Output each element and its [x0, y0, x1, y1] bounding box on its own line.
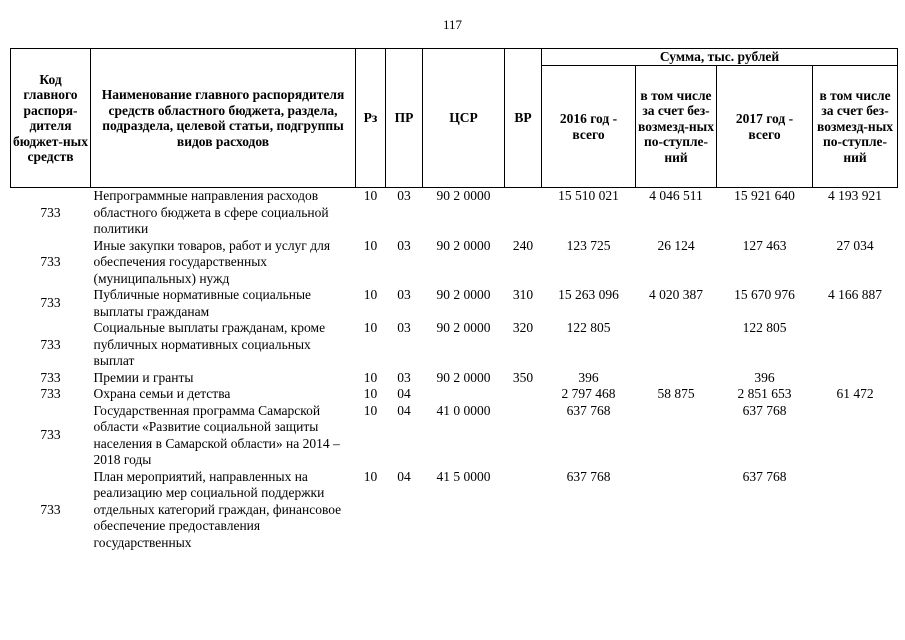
row-vr [505, 386, 542, 403]
header-csr: ЦСР [423, 49, 505, 188]
row-vr: 240 [512, 237, 534, 253]
row-2017-total: 637 768 [742, 468, 787, 484]
row-2016-incl: 4 046 511 [649, 188, 703, 203]
header-2016-total: 2016 год - всего [542, 66, 636, 188]
row-2016-total: 15 263 096 [558, 287, 619, 302]
row-csr: 90 2 0000 [436, 287, 491, 302]
row-csr [423, 386, 505, 403]
row-2017-total: 2 851 653 [737, 386, 792, 401]
header-vr: ВР [505, 49, 542, 188]
row-code: 733 [40, 336, 61, 352]
row-csr: 90 2 0000 [436, 188, 491, 203]
row-code: 733 [40, 295, 61, 311]
row-pr: 03 [397, 287, 411, 302]
row-2016-total: 2 797 468 [561, 386, 616, 401]
header-name: Наименование главного распорядителя средств областного бюджета, раздела, подраздела, целевой статьи, подгруппы видов расходов [91, 49, 356, 188]
row-2016-total: 122 805 [566, 320, 611, 335]
page-number: 117 [442, 17, 463, 32]
row-2016-incl: 26 124 [657, 237, 695, 253]
row-2016-incl: 4 020 387 [649, 287, 703, 302]
row-code: 733 [40, 254, 61, 269]
row-vr: 310 [512, 287, 534, 302]
row-2017-incl [813, 403, 898, 469]
table-row [11, 287, 898, 320]
row-code: 733 [40, 369, 61, 385]
row-name: Социальные выплаты гражданам, кроме публичных нормативных социальных выплат [93, 320, 326, 368]
row-vr: 350 [512, 369, 534, 385]
row-2017-total: 122 805 [742, 320, 787, 335]
budget-table [10, 48, 898, 551]
row-rz: 10 [363, 369, 378, 385]
row-rz: 10 [363, 237, 378, 253]
row-name: Публичные нормативные социальные выплаты гражданам [93, 287, 312, 319]
row-2016-incl [636, 403, 717, 469]
row-rz: 10 [363, 386, 378, 401]
row-vr [505, 188, 542, 238]
row-pr: 03 [397, 320, 411, 335]
row-2016-incl [636, 370, 717, 387]
row-rz: 10 [363, 287, 378, 302]
row-vr [505, 469, 542, 552]
header-code: Код главного распоря-дителя бюджет-ных средств [11, 49, 91, 188]
row-2017-incl: 4 166 887 [828, 287, 883, 302]
header-sum-group: Сумма, тыс. рублей [542, 49, 898, 66]
header-2017-incl: в том числе за счет без-возмезд-ных по-ступле-ний [813, 66, 898, 188]
table-row [11, 386, 898, 403]
row-pr: 04 [397, 386, 411, 401]
table-row [11, 370, 898, 387]
header-rz: Рз [356, 49, 386, 188]
row-csr: 41 0 0000 [436, 402, 491, 418]
header-pr: ПР [386, 49, 423, 188]
row-csr: 90 2 0000 [436, 320, 491, 335]
header-2017-total: 2017 год - всего [717, 66, 813, 188]
table-body [11, 188, 898, 552]
row-rz: 10 [363, 468, 378, 484]
row-name: Премии и гранты [93, 369, 194, 385]
row-name: Непрограммные направления расходов областного бюджета в сфере социальной политики [93, 188, 329, 236]
row-2017-total: 637 768 [742, 402, 787, 418]
row-name: Иные закупки товаров, работ и услуг для обеспечения государственных (муниципальных) нужд [93, 237, 331, 286]
row-2017-total: 15 670 976 [734, 287, 795, 302]
row-name: Охрана семьи и детства [93, 386, 231, 401]
row-2017-incl: 61 472 [836, 386, 874, 401]
row-2016-total: 637 768 [566, 402, 611, 418]
row-vr: 320 [512, 320, 534, 335]
row-pr: 04 [397, 468, 411, 484]
row-2017-incl [813, 469, 898, 552]
row-code: 733 [40, 204, 61, 220]
row-2016-total: 123 725 [566, 237, 611, 253]
row-2016-total: 396 [578, 369, 599, 385]
row-2017-incl [813, 370, 898, 387]
row-2017-total: 396 [754, 369, 775, 385]
row-code: 733 [40, 427, 61, 443]
table-row [11, 188, 898, 238]
header-2016-incl: в том числе за счет без-возмезд-ных по-ступле-ний [636, 66, 717, 188]
row-rz: 10 [363, 320, 378, 335]
row-csr: 41 5 0000 [436, 468, 491, 484]
table-row [11, 238, 898, 288]
row-code: 733 [40, 386, 61, 401]
row-rz: 10 [363, 402, 378, 418]
row-2016-total: 637 768 [566, 468, 611, 484]
row-2017-incl [813, 320, 898, 370]
row-pr: 04 [397, 402, 411, 418]
row-code: 733 [40, 501, 61, 517]
row-vr [505, 403, 542, 469]
row-pr: 03 [397, 369, 411, 385]
row-csr: 90 2 0000 [436, 369, 491, 385]
row-2016-total: 15 510 021 [558, 188, 619, 203]
row-rz: 10 [363, 188, 378, 203]
row-2017-incl: 4 193 921 [828, 188, 883, 203]
table-row [11, 403, 898, 469]
row-pr: 03 [397, 237, 411, 253]
row-csr: 90 2 0000 [436, 237, 491, 253]
row-pr: 03 [397, 188, 411, 203]
row-2016-incl [636, 320, 717, 370]
row-2017-total: 127 463 [742, 237, 787, 253]
row-name: План мероприятий, направленных на реализацию мер социальной поддержки отдельных категорий граждан, финансовое обеспечение предоставления государственных [93, 468, 342, 550]
table-row [11, 469, 898, 552]
row-2016-incl: 58 875 [657, 386, 695, 401]
row-name: Государственная программа Самарской области «Развитие социальной защиты населения в Самарской области» на 2014 – 2018 годы [93, 402, 340, 467]
row-2016-incl [636, 469, 717, 552]
row-2017-total: 15 921 640 [734, 188, 795, 203]
table-row [11, 320, 898, 370]
row-2017-incl: 27 034 [836, 237, 874, 253]
